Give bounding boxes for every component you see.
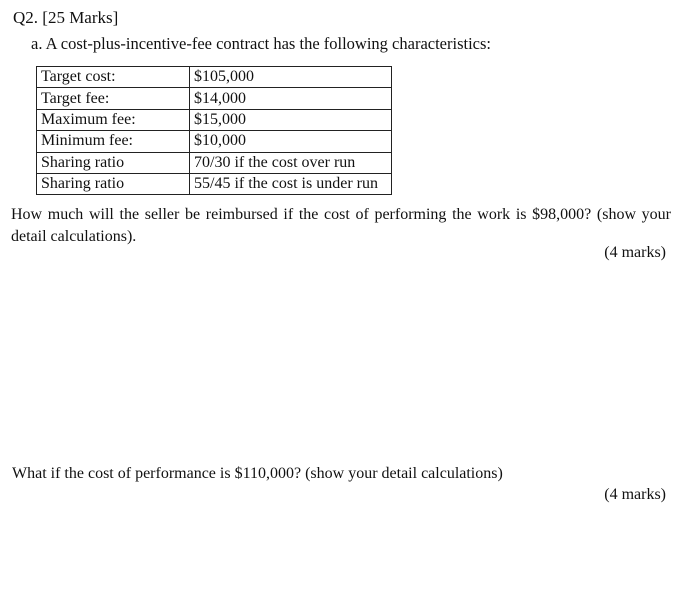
row-label-target-cost: Target cost:: [37, 67, 190, 88]
row-label-sharing-ratio-underrun: Sharing ratio: [37, 173, 190, 194]
row-value-target-cost: $105,000: [190, 67, 392, 88]
table-row: [37, 88, 392, 109]
part-a-intro: a. A cost-plus-incentive-fee contract has the following characteristics:: [31, 34, 491, 53]
row-label-sharing-ratio-overrun: Sharing ratio: [37, 152, 190, 173]
row-label-maximum-fee: Maximum fee:: [37, 109, 190, 130]
table-row: [37, 152, 392, 173]
table-row: [37, 173, 392, 194]
question-title: Q2. [25 Marks]: [13, 8, 119, 27]
table-row: [37, 109, 392, 130]
question-1-marks: (4 marks): [604, 244, 666, 261]
row-value-minimum-fee: $10,000: [190, 131, 392, 152]
row-value-maximum-fee: $15,000: [190, 109, 392, 130]
question-2-marks: (4 marks): [604, 486, 666, 503]
table-row: [37, 67, 392, 88]
row-label-minimum-fee: Minimum fee:: [37, 131, 190, 152]
row-label-target-fee: Target fee:: [37, 88, 190, 109]
row-value-sharing-ratio-underrun: 55/45 if the cost is under run: [190, 173, 392, 194]
contract-characteristics-table: [36, 66, 392, 195]
row-value-target-fee: $14,000: [190, 88, 392, 109]
table-row: [37, 131, 392, 152]
question-1-text: How much will the seller be reimbursed if the cost of performing the work is $98,000? (show your detail calculations).: [11, 206, 671, 245]
question-2-text: What if the cost of performance is $110,000? (show your detail calculations): [12, 465, 503, 482]
row-value-sharing-ratio-overrun: 70/30 if the cost over run: [190, 152, 392, 173]
